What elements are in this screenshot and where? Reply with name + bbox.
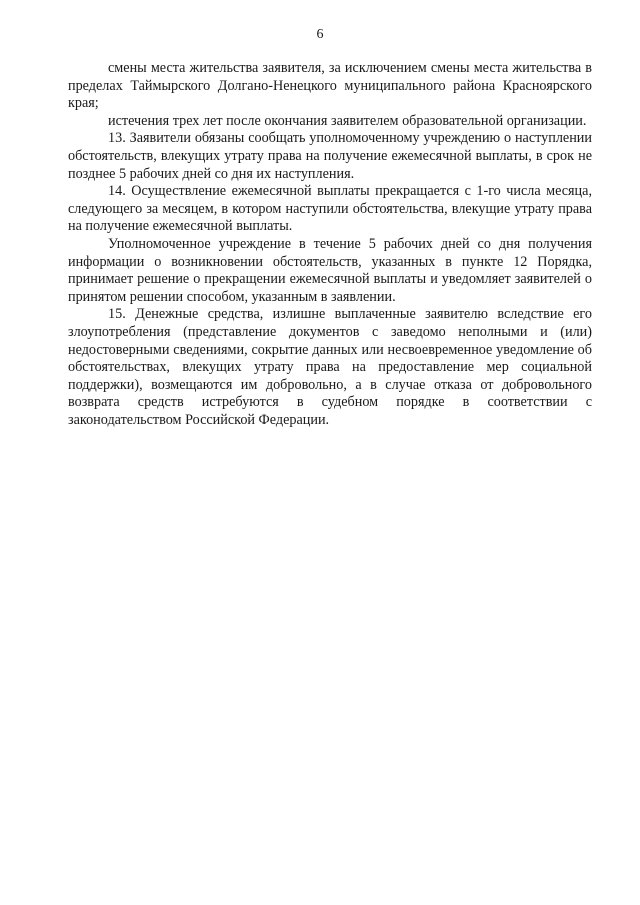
document-body [68,60,592,429]
page-number: 6 [316,27,324,42]
paragraph-residence-change: смены места жительства заявителя, за исключением смены места жительства в пределах Таймырского Долгано-Ненецкого муниципального района Красноярского края; [68,60,592,112]
paragraph-authorized-institution: Уполномоченное учреждение в течение 5 рабочих дней со дня получения информации о возникновении обстоятельств, указанных в пункте 12 Порядка, принимает решение о прекращении ежемесячной выплаты и уведомляет заявителей о принятом решении способом, указанным в заявлении. [68,235,592,305]
paragraph-item-13: 13. Заявители обязаны сообщать уполномоченному учреждению о наступлении обстоятельств, влекущих утрату права на получение ежемесячной выплаты, в срок не позднее 5 рабочих дней со дня их наступления. [68,130,592,182]
paragraph-item-14: 14. Осуществление ежемесячной выплаты прекращается с 1-го числа месяца, следующего за месяцем, в котором наступили обстоятельства, влекущие утрату права на получение ежемесячной выплаты. [68,183,592,235]
paragraph-three-years: истечения трех лет после окончания заявителем образовательной организации. [108,112,587,129]
paragraph-item-15: 15. Денежные средства, излишне выплаченные заявителю вследствие его злоупотребления (представление документов с заведомо неполными и (или) недостоверными сведениями, сокрытие данных или несвоевременное уведомление об обстоятельствах, влекущих утрату права на предоставление мер социальной поддержки), возмещаются им добровольно, а в случае отказа от добровольного возврата средств истребуются в судебном порядке в соответствии с законодательством Российской Федерации. [68,306,592,428]
